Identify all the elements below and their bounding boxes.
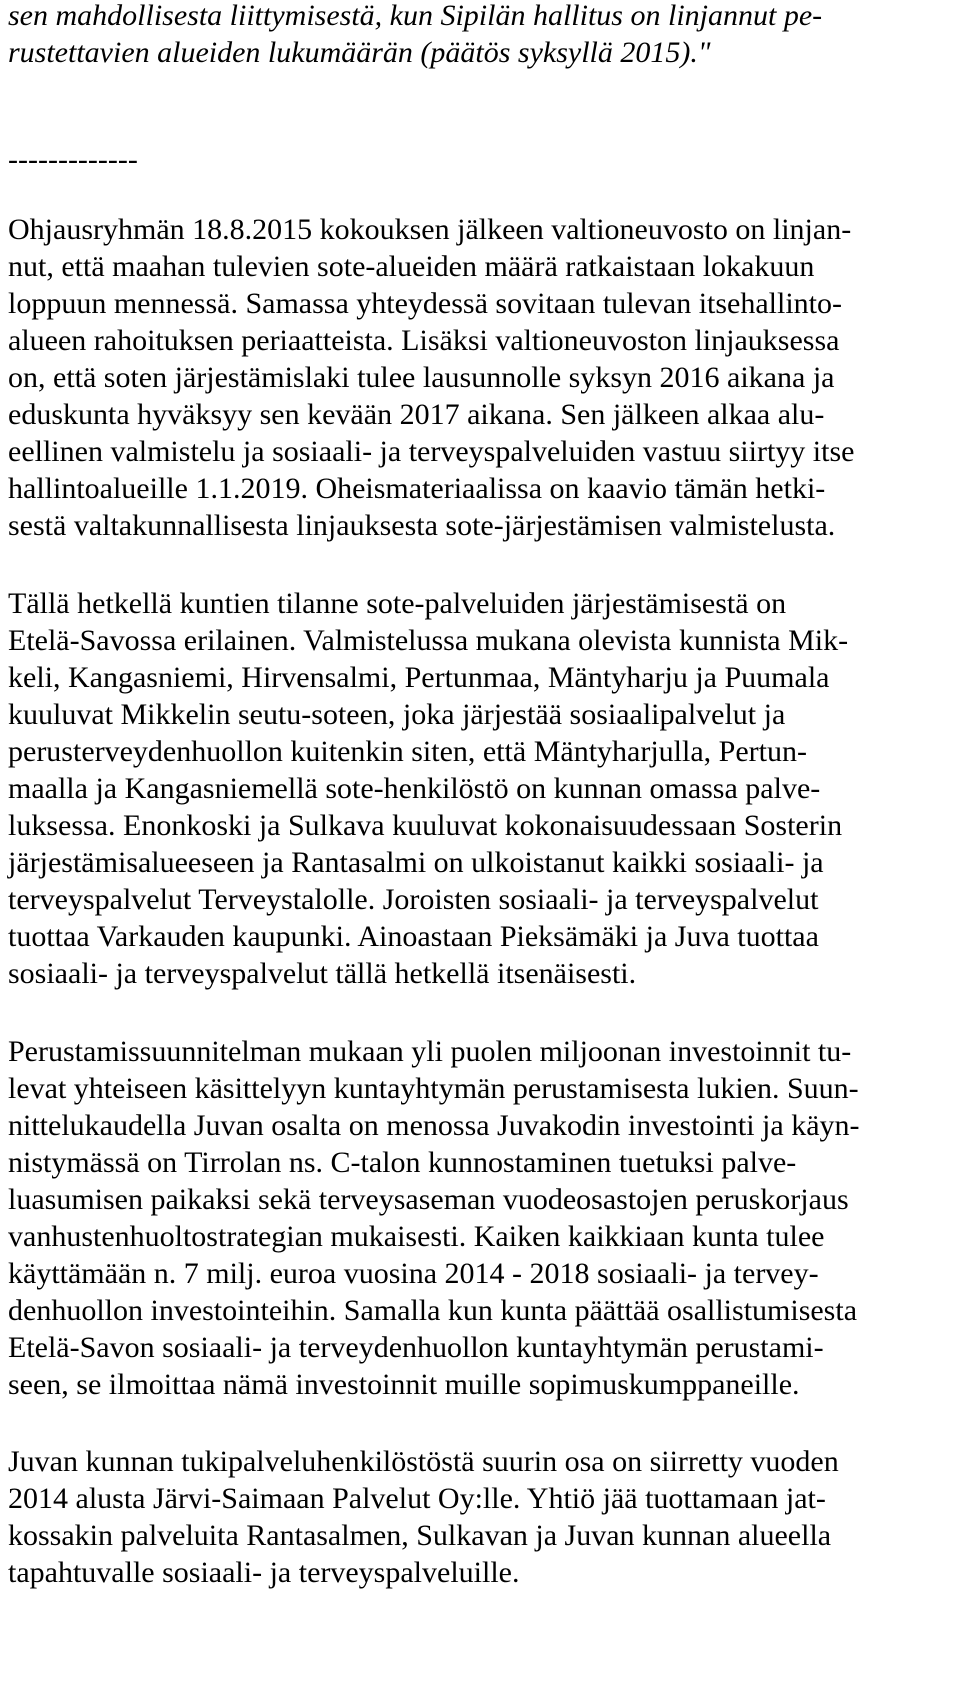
text-line: Etelä-Savossa erilainen. Valmistelussa mukana olevista kunnista Mik-	[8, 624, 849, 657]
text-line: sestä valtakunnallisesta linjauksesta sote-järjestämisen valmistelusta.	[8, 509, 836, 542]
quote-continuation	[8, 0, 822, 71]
text-line: Etelä-Savon sosiaali- ja terveydenhuollon kuntayhtymän perustami-	[8, 1331, 824, 1364]
text-line: käyttämään n. 7 milj. euroa vuosina 2014 - 2018 sosiaali- ja tervey-	[8, 1257, 819, 1290]
paragraph-4	[8, 1443, 839, 1591]
text-line: nut, että maahan tulevien sote-alueiden määrä ratkaistaan lokakuun	[8, 250, 815, 283]
text-line: eduskunta hyväksyy sen kevään 2017 aikana. Sen jälkeen alkaa alu-	[8, 398, 825, 431]
paragraph-1	[8, 211, 854, 544]
text-line: sosiaali- ja terveyspalvelut tällä hetkellä itsenäisesti.	[8, 957, 637, 990]
text-line: maalla ja Kangasniemellä sote-henkilöstö on kunnan omassa palve-	[8, 772, 821, 805]
text-line: nittelukaudella Juvan osalta on menossa Juvakodin investointi ja käyn-	[8, 1109, 860, 1142]
text-line: loppuun mennessä. Samassa yhteydessä sovitaan tulevan itsehallinto-	[8, 287, 842, 320]
text-line: sen mahdollisesta liittymisestä, kun Sipilän hallitus on linjannut pe-	[8, 0, 823, 32]
text-line: alueen rahoituksen periaatteista. Lisäksi valtioneuvoston linjauksessa	[8, 324, 840, 357]
text-line: Juvan kunnan tukipalveluhenkilöstöstä suurin osa on siirretty vuoden	[8, 1445, 839, 1478]
text-line: hallintoalueille 1.1.2019. Oheismateriaalissa on kaavio tämän hetki-	[8, 472, 826, 505]
text-line: kossakin palveluita Rantasalmen, Sulkavan ja Juvan kunnan alueella	[8, 1519, 832, 1552]
text-line: on, että soten järjestämislaki tulee lausunnolle syksyn 2016 aikana ja	[8, 361, 835, 394]
text-line: rustettavien alueiden lukumäärän (päätös syksyllä 2015)."	[8, 36, 711, 69]
separator-line	[8, 141, 138, 178]
text-line: tuottaa Varkauden kaupunki. Ainoastaan Pieksämäki ja Juva tuottaa	[8, 920, 819, 953]
text-line: Tällä hetkellä kuntien tilanne sote-palveluiden järjestämisestä on	[8, 587, 787, 620]
text-line: terveyspalvelut Terveystalolle. Joroisten sosiaali- ja terveyspalvelut	[8, 883, 819, 916]
text-line: Perustamissuunnitelman mukaan yli puolen miljoonan investoinnit tu-	[8, 1035, 852, 1068]
text-line: vanhustenhuoltostrategian mukaisesti. Kaiken kaikkiaan kunta tulee	[8, 1220, 825, 1253]
text-line: keli, Kangasniemi, Hirvensalmi, Pertunmaa, Mäntyharju ja Puumala	[8, 661, 830, 694]
paragraph-3	[8, 1033, 860, 1403]
text-line: tapahtuvalle sosiaali- ja terveyspalveluille.	[8, 1556, 520, 1589]
text-line: perusterveydenhuollon kuitenkin siten, että Mäntyharjulla, Pertun-	[8, 735, 807, 768]
text-line: Ohjausryhmän 18.8.2015 kokouksen jälkeen valtioneuvosto on linjan-	[8, 213, 852, 246]
text-line: seen, se ilmoittaa nämä investoinnit muille sopimuskumppaneille.	[8, 1368, 800, 1401]
text-line: luasumisen paikaksi sekä terveysaseman vuodeosastojen peruskorjaus	[8, 1183, 849, 1216]
separator-text: -------------	[8, 143, 138, 176]
text-line: luksessa. Enonkoski ja Sulkava kuuluvat kokonaisuudessaan Sosterin	[8, 809, 843, 842]
text-line: kuuluvat Mikkelin seutu-soteen, joka järjestää sosiaalipalvelut ja	[8, 698, 786, 731]
text-line: levat yhteiseen käsittelyyn kuntayhtymän perustamisesta lukien. Suun-	[8, 1072, 859, 1105]
text-line: nistymässä on Tirrolan ns. C-talon kunnostaminen tuetuksi palve-	[8, 1146, 797, 1179]
text-line: eellinen valmistelu ja sosiaali- ja terveyspalveluiden vastuu siirtyy itse	[8, 435, 855, 468]
text-line: denhuollon investointeihin. Samalla kun kunta päättää osallistumisesta	[8, 1294, 858, 1327]
paragraph-2	[8, 585, 848, 992]
text-line: 2014 alusta Järvi-Saimaan Palvelut Oy:lle. Yhtiö jää tuottamaan jat-	[8, 1482, 826, 1515]
text-line: järjestämisalueeseen ja Rantasalmi on ulkoistanut kaikki sosiaali- ja	[8, 846, 824, 879]
